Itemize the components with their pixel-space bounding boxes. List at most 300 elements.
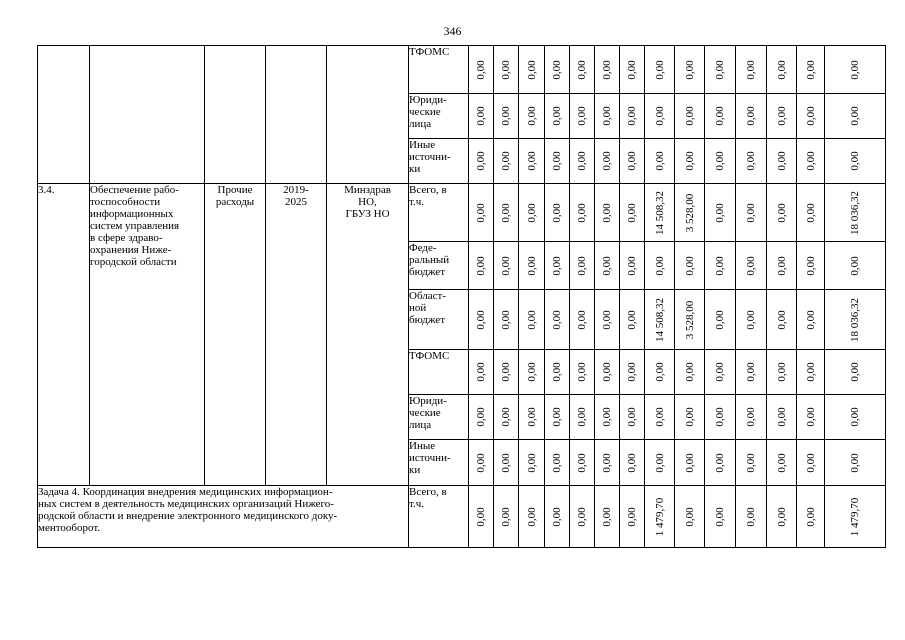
- funding-source-cell: Юриди- ческие лица: [409, 94, 469, 139]
- value-text: 0,00: [714, 309, 726, 330]
- value-cell: [736, 139, 767, 184]
- value-cell: [570, 242, 595, 290]
- value-text: 0,00: [475, 151, 487, 171]
- value-cell: [797, 440, 825, 486]
- value-text: 0,00: [626, 452, 638, 473]
- value-text: 0,00: [775, 106, 788, 126]
- value-cell: [797, 290, 825, 350]
- value-text: 0,00: [745, 151, 757, 171]
- value-text: 0,00: [714, 362, 726, 382]
- value-text: 0,00: [849, 59, 861, 80]
- task-description: Задача 4. Координация внедрения медицинских информацион- ных систем в деятельность медицинских организаций Нижего- родской области и внедрение электронного медицинского доку- ментооборот.: [38, 486, 409, 548]
- value-text: 0,00: [601, 309, 613, 330]
- value-text: 0,00: [551, 506, 563, 527]
- value-text: 0,00: [551, 106, 563, 126]
- value-text: 0,00: [683, 255, 696, 276]
- budget-table: [37, 45, 886, 548]
- value-text: 0,00: [475, 255, 487, 276]
- value-cell: [767, 440, 797, 486]
- value-cell: [570, 290, 595, 350]
- value-text: 0,00: [804, 202, 817, 223]
- value-text: 0,00: [500, 362, 512, 382]
- value-cell: [595, 46, 620, 94]
- value-cell: [595, 486, 620, 548]
- value-text: 0,00: [714, 506, 726, 527]
- value-cell: [469, 46, 494, 94]
- value-cell: [469, 290, 494, 350]
- value-text: 0,00: [626, 151, 638, 171]
- value-text: 0,00: [475, 59, 487, 80]
- value-text: 0,00: [775, 506, 788, 527]
- value-text: 0,00: [775, 362, 788, 382]
- value-cell: [519, 94, 545, 139]
- value-cell: [494, 290, 519, 350]
- value-cell: [705, 290, 736, 350]
- value-cell: [519, 440, 545, 486]
- value-cell: [494, 242, 519, 290]
- value-text: 0,00: [683, 407, 696, 427]
- value-text: 0,00: [525, 506, 538, 527]
- value-cell: [797, 184, 825, 242]
- value-text: 0,00: [804, 362, 817, 382]
- value-text: 0,00: [683, 59, 696, 80]
- value-cell: [545, 94, 570, 139]
- value-cell: [705, 440, 736, 486]
- value-cell: [825, 395, 886, 440]
- value-text: 0,00: [626, 255, 638, 276]
- value-cell: [797, 139, 825, 184]
- value-text: 18 036,32: [849, 297, 861, 342]
- value-cell: [645, 395, 675, 440]
- value-text: 0,00: [849, 362, 861, 382]
- value-text: 0,00: [576, 202, 588, 223]
- value-cell: [645, 139, 675, 184]
- value-text: 0,00: [500, 255, 512, 276]
- value-text: 0,00: [626, 59, 638, 80]
- value-text: 0,00: [804, 255, 817, 276]
- funding-source-cell: Иные источни- ки: [409, 139, 469, 184]
- value-cell: [675, 290, 705, 350]
- value-text: 0,00: [601, 506, 613, 527]
- value-text: 0,00: [576, 506, 588, 527]
- value-text: 0,00: [653, 106, 666, 126]
- value-cell: [675, 139, 705, 184]
- value-cell: [825, 486, 886, 548]
- value-text: 0,00: [500, 151, 512, 171]
- value-cell: [570, 139, 595, 184]
- value-cell: [469, 242, 494, 290]
- item-number: 3.4.: [38, 184, 90, 486]
- value-cell: [705, 46, 736, 94]
- value-cell: [620, 290, 645, 350]
- value-cell: [494, 184, 519, 242]
- value-cell: [494, 46, 519, 94]
- value-cell: [736, 290, 767, 350]
- value-cell: [595, 242, 620, 290]
- value-cell: [825, 242, 886, 290]
- value-cell: [736, 486, 767, 548]
- value-text: 0,00: [576, 407, 588, 427]
- value-text: 0,00: [576, 151, 588, 171]
- value-cell: [570, 94, 595, 139]
- value-text: 0,00: [626, 506, 638, 527]
- value-cell: [825, 184, 886, 242]
- value-text: 3 528,00: [683, 193, 696, 232]
- value-text: 0,00: [551, 407, 563, 427]
- value-cell: [797, 46, 825, 94]
- value-cell: [705, 242, 736, 290]
- value-text: 0,00: [653, 452, 666, 473]
- value-text: 0,00: [601, 452, 613, 473]
- value-cell: [570, 184, 595, 242]
- value-text: 0,00: [601, 255, 613, 276]
- value-text: 0,00: [653, 59, 666, 80]
- value-text: 14 508,32: [653, 190, 666, 235]
- value-cell: [797, 94, 825, 139]
- value-text: 0,00: [804, 309, 817, 330]
- value-cell: [595, 184, 620, 242]
- value-text: 0,00: [626, 309, 638, 330]
- value-text: 0,00: [525, 255, 538, 276]
- value-cell: [595, 440, 620, 486]
- value-text: 0,00: [525, 309, 538, 330]
- period: 2019- 2025: [266, 184, 327, 486]
- value-text: 0,00: [714, 106, 726, 126]
- value-text: 0,00: [775, 407, 788, 427]
- value-cell: [545, 350, 570, 395]
- value-text: 0,00: [475, 362, 487, 382]
- value-text: 0,00: [551, 59, 563, 80]
- value-text: 0,00: [601, 362, 613, 382]
- value-cell: [675, 486, 705, 548]
- value-cell: [767, 184, 797, 242]
- value-cell: [494, 440, 519, 486]
- value-text: 0,00: [475, 106, 487, 126]
- value-text: 0,00: [653, 151, 666, 171]
- value-text: 0,00: [745, 202, 757, 223]
- value-cell: [545, 486, 570, 548]
- value-cell: [469, 139, 494, 184]
- value-cell: [469, 395, 494, 440]
- empty-cell: [327, 46, 409, 184]
- table-row: [38, 486, 886, 548]
- value-cell: [519, 395, 545, 440]
- value-text: 0,00: [775, 151, 788, 171]
- value-text: 0,00: [653, 255, 666, 276]
- value-cell: [620, 94, 645, 139]
- funding-source-cell: ТФОМС: [409, 46, 469, 94]
- value-text: 0,00: [653, 362, 666, 382]
- value-text: 0,00: [775, 202, 788, 223]
- value-cell: [519, 486, 545, 548]
- value-cell: [494, 395, 519, 440]
- value-cell: [705, 139, 736, 184]
- value-text: 0,00: [745, 506, 757, 527]
- value-cell: [767, 350, 797, 395]
- value-cell: [767, 395, 797, 440]
- value-cell: [645, 290, 675, 350]
- value-cell: [595, 350, 620, 395]
- value-cell: [519, 290, 545, 350]
- value-text: 0,00: [745, 362, 757, 382]
- empty-cell: [205, 46, 266, 184]
- value-text: 1 479,70: [653, 497, 666, 536]
- funding-source-cell: Иные источни- ки: [409, 440, 469, 486]
- value-text: 0,00: [775, 452, 788, 473]
- value-cell: [645, 486, 675, 548]
- value-text: 0,00: [683, 452, 696, 473]
- value-text: 0,00: [500, 452, 512, 473]
- value-cell: [675, 94, 705, 139]
- value-text: 0,00: [576, 452, 588, 473]
- funding-source-cell: Всего, в т.ч.: [409, 184, 469, 242]
- value-cell: [545, 242, 570, 290]
- value-cell: [595, 139, 620, 184]
- value-cell: [825, 350, 886, 395]
- value-text: 0,00: [475, 407, 487, 427]
- value-text: 0,00: [500, 202, 512, 223]
- value-text: 0,00: [714, 407, 726, 427]
- value-cell: [825, 139, 886, 184]
- value-cell: [469, 94, 494, 139]
- value-cell: [705, 350, 736, 395]
- value-text: 0,00: [500, 506, 512, 527]
- expense-type: Прочие расходы: [205, 184, 266, 486]
- value-cell: [620, 395, 645, 440]
- page-number: 346: [443, 24, 462, 38]
- value-cell: [825, 46, 886, 94]
- value-text: 0,00: [525, 151, 538, 171]
- value-text: 0,00: [500, 407, 512, 427]
- value-cell: [494, 350, 519, 395]
- value-text: 0,00: [714, 202, 726, 223]
- value-cell: [736, 440, 767, 486]
- value-cell: [736, 94, 767, 139]
- value-text: 18 036,32: [849, 190, 861, 235]
- value-cell: [675, 350, 705, 395]
- value-text: 0,00: [601, 106, 613, 126]
- value-text: 0,00: [714, 59, 726, 80]
- value-text: 0,00: [525, 362, 538, 382]
- value-cell: [675, 395, 705, 440]
- value-text: 0,00: [683, 506, 696, 527]
- value-cell: [825, 94, 886, 139]
- funding-source-cell: Юриди- ческие лица: [409, 395, 469, 440]
- value-text: 0,00: [525, 202, 538, 223]
- value-text: 0,00: [551, 202, 563, 223]
- value-cell: [620, 242, 645, 290]
- value-cell: [570, 395, 595, 440]
- value-cell: [675, 46, 705, 94]
- value-text: 0,00: [601, 151, 613, 171]
- value-text: 3 528,00: [683, 300, 696, 339]
- value-text: 0,00: [775, 59, 788, 80]
- value-cell: [645, 94, 675, 139]
- value-cell: [645, 440, 675, 486]
- value-text: 0,00: [683, 106, 696, 126]
- funding-source-cell: Област- ной бюджет: [409, 290, 469, 350]
- value-cell: [519, 46, 545, 94]
- value-cell: [469, 486, 494, 548]
- value-cell: [469, 440, 494, 486]
- value-cell: [545, 139, 570, 184]
- empty-cell: [38, 46, 90, 184]
- funding-source-cell: ТФОМС: [409, 350, 469, 395]
- value-cell: [469, 350, 494, 395]
- value-text: 0,00: [525, 106, 538, 126]
- value-text: 0,00: [745, 407, 757, 427]
- value-text: 0,00: [804, 151, 817, 171]
- value-text: 0,00: [849, 151, 861, 171]
- value-cell: [595, 395, 620, 440]
- value-text: 0,00: [551, 452, 563, 473]
- value-text: 0,00: [849, 106, 861, 126]
- value-text: 0,00: [551, 255, 563, 276]
- value-text: 0,00: [804, 59, 817, 80]
- value-cell: [570, 486, 595, 548]
- value-text: 0,00: [683, 362, 696, 382]
- value-text: 0,00: [500, 59, 512, 80]
- value-cell: [494, 94, 519, 139]
- value-cell: [469, 184, 494, 242]
- value-cell: [675, 440, 705, 486]
- value-text: 0,00: [775, 309, 788, 330]
- value-text: 0,00: [745, 255, 757, 276]
- value-cell: [620, 184, 645, 242]
- value-text: 0,00: [804, 506, 817, 527]
- value-cell: [767, 94, 797, 139]
- funding-source-cell: Всего, в т.ч.: [409, 486, 469, 548]
- value-cell: [797, 486, 825, 548]
- value-cell: [675, 242, 705, 290]
- value-cell: [595, 290, 620, 350]
- value-cell: [705, 184, 736, 242]
- value-cell: [620, 486, 645, 548]
- value-text: 0,00: [601, 407, 613, 427]
- value-cell: [519, 184, 545, 242]
- value-cell: [736, 350, 767, 395]
- value-cell: [675, 184, 705, 242]
- value-cell: [825, 290, 886, 350]
- value-cell: [825, 440, 886, 486]
- value-text: 0,00: [551, 151, 563, 171]
- value-text: 0,00: [601, 59, 613, 80]
- value-cell: [705, 94, 736, 139]
- value-cell: [767, 46, 797, 94]
- value-cell: [545, 440, 570, 486]
- value-text: 0,00: [475, 506, 487, 527]
- value-text: 0,00: [576, 362, 588, 382]
- value-text: 0,00: [714, 452, 726, 473]
- value-text: 0,00: [475, 452, 487, 473]
- value-text: 0,00: [804, 407, 817, 427]
- value-text: 0,00: [683, 151, 696, 171]
- value-text: 0,00: [804, 106, 817, 126]
- value-cell: [705, 486, 736, 548]
- value-cell: [545, 184, 570, 242]
- value-cell: [767, 242, 797, 290]
- value-cell: [620, 350, 645, 395]
- funding-source-cell: Феде- ральный бюджет: [409, 242, 469, 290]
- executor: Минздрав НО, ГБУЗ НО: [327, 184, 409, 486]
- value-text: 0,00: [525, 407, 538, 427]
- value-text: 0,00: [804, 452, 817, 473]
- value-text: 0,00: [525, 59, 538, 80]
- value-text: 0,00: [775, 255, 788, 276]
- value-cell: [494, 486, 519, 548]
- value-text: 0,00: [653, 407, 666, 427]
- value-cell: [570, 440, 595, 486]
- value-cell: [570, 46, 595, 94]
- value-text: 0,00: [576, 255, 588, 276]
- value-text: 0,00: [745, 452, 757, 473]
- value-cell: [645, 46, 675, 94]
- value-text: 0,00: [601, 202, 613, 223]
- value-text: 0,00: [500, 309, 512, 330]
- value-cell: [620, 46, 645, 94]
- value-cell: [645, 242, 675, 290]
- value-cell: [767, 139, 797, 184]
- value-text: 0,00: [714, 255, 726, 276]
- table-row: [38, 184, 886, 242]
- value-text: 0,00: [626, 362, 638, 382]
- value-cell: [705, 395, 736, 440]
- value-text: 0,00: [626, 407, 638, 427]
- empty-cell: [266, 46, 327, 184]
- value-cell: [545, 395, 570, 440]
- value-cell: [519, 139, 545, 184]
- empty-cell: [90, 46, 205, 184]
- value-cell: [519, 242, 545, 290]
- value-text: 0,00: [626, 106, 638, 126]
- value-text: 0,00: [576, 309, 588, 330]
- value-text: 0,00: [745, 309, 757, 330]
- value-text: 0,00: [745, 59, 757, 80]
- value-cell: [519, 350, 545, 395]
- value-text: 0,00: [500, 106, 512, 126]
- value-text: 0,00: [849, 255, 861, 276]
- value-cell: [545, 290, 570, 350]
- value-text: 1 479,70: [849, 497, 861, 536]
- value-cell: [494, 139, 519, 184]
- value-cell: [620, 139, 645, 184]
- value-text: 14 508,32: [653, 297, 666, 342]
- value-cell: [797, 242, 825, 290]
- value-cell: [545, 46, 570, 94]
- value-text: 0,00: [475, 309, 487, 330]
- value-cell: [736, 395, 767, 440]
- value-cell: [797, 395, 825, 440]
- value-cell: [645, 184, 675, 242]
- value-text: 0,00: [551, 309, 563, 330]
- value-cell: [645, 350, 675, 395]
- value-text: 0,00: [576, 106, 588, 126]
- value-cell: [736, 46, 767, 94]
- table-row: [38, 46, 886, 94]
- item-name: Обеспечение рабо- тоспособности информационных систем управления в сфере здраво- охранения Ниже- городской области: [90, 184, 205, 486]
- value-text: 0,00: [849, 407, 861, 427]
- value-text: 0,00: [576, 59, 588, 80]
- value-text: 0,00: [525, 452, 538, 473]
- value-text: 0,00: [626, 202, 638, 223]
- value-text: 0,00: [714, 151, 726, 171]
- value-cell: [767, 290, 797, 350]
- value-text: 0,00: [745, 106, 757, 126]
- value-cell: [595, 94, 620, 139]
- value-text: 0,00: [551, 362, 563, 382]
- value-cell: [620, 440, 645, 486]
- value-text: 0,00: [849, 452, 861, 473]
